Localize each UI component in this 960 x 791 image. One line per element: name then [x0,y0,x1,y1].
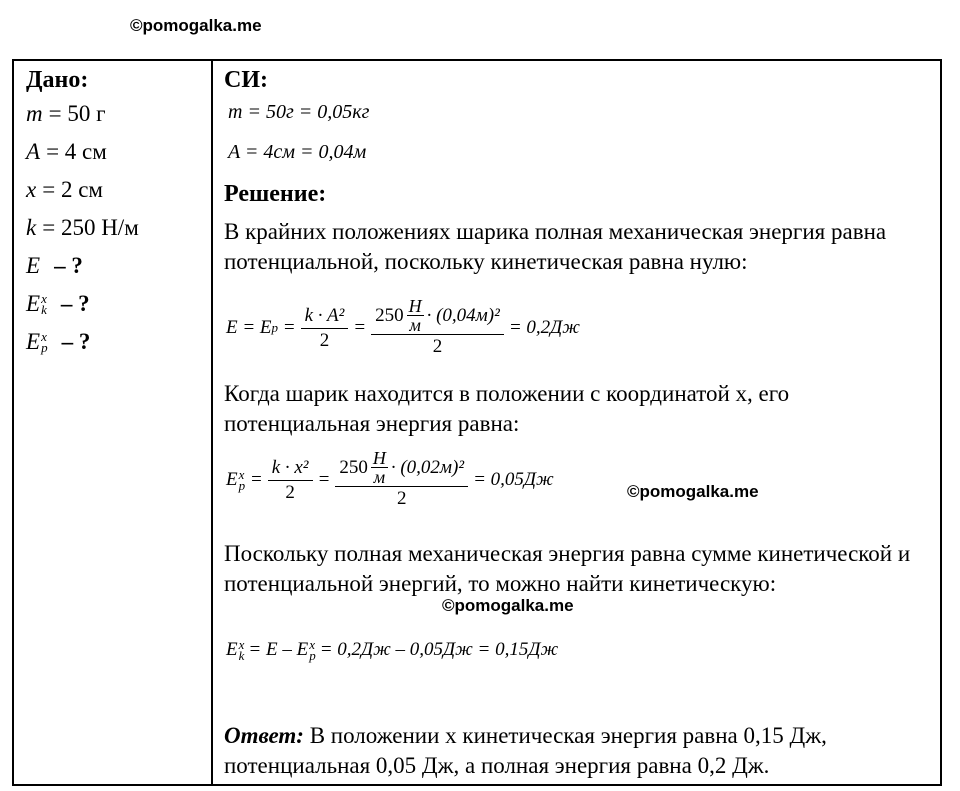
unknown-ep-mark: – ? [61,329,91,354]
f3-lhs-sup: x [238,637,245,652]
unknown-kinetic-energy [26,285,206,323]
given-stiffness-value: = 250 Н/м [42,215,139,240]
f2-lhs: E [226,469,238,490]
unknown-ep-sub: p [41,340,48,355]
unknown-ek-sub: k [41,302,47,317]
given-title: Дано: [26,67,89,93]
f1-frac-1 [301,304,349,353]
solution-title: Решение: [224,181,327,207]
unknown-total-energy [26,247,206,285]
f2-result: = 0,05Дж [473,469,554,490]
f2-unit-den: м [373,467,386,487]
given-coordinate-value: = 2 см [42,177,103,202]
f2-unit-frac [371,449,388,486]
answer-label: Ответ: [224,723,304,748]
watermark-middle: ©pomogalka.me [627,482,759,501]
solution-paragraph-2: Когда шарик находится в положении с координатой х, его потенциальная энергия равна: [224,381,790,436]
given-amplitude [26,133,206,171]
formula-potential-energy: E x p = $\frac{\text{k · x²}}{2}$ = 250 $\frac{Н}{м}$ · (0,02м)² 2 = 0,05Дж [226,448,554,509]
unknown-ek-mark: – ? [60,291,90,316]
si-title: СИ: [224,67,268,93]
given-column [26,65,206,361]
f2-unit-num: Н [372,448,386,468]
solution-table [12,59,942,786]
f1-result: = 0,2Дж [508,317,580,338]
given-coordinate-symbol: x [26,177,37,202]
f3-mid-indices [309,639,316,661]
f3-mid-sub: p [309,648,316,663]
f2-frac-2-den: 2 [396,488,407,509]
f2-frac-1-num: k · x² [268,456,313,481]
f2-lhs-sup: x [238,467,245,482]
f1-lhs: E = E [226,317,272,338]
answer-text: В положении х кинетическая энергия равна 0,15 Дж, потенциальная 0,05 Дж, а полная энергия равна 0,2 Дж. [224,723,827,778]
unknown-e-symbol: E [26,253,41,278]
given-mass-value: = 50 г [48,101,106,126]
watermark-lower: ©pomogalka.me [442,596,574,615]
si-mass-conversion: m = 50г = 0,05кг [228,101,370,123]
f3-lhs: E [226,639,238,660]
given-coordinate [26,171,206,209]
f1-unit-num: Н [408,296,422,316]
column-divider [211,61,213,784]
f3-mid: = E – E [248,639,309,660]
formula-kinetic-energy [226,639,558,661]
f1-frac-2 [371,297,504,359]
f1-frac-2-num [371,297,504,335]
unknown-ep-indices [41,331,54,353]
f1-frac-2-den: 2 [432,336,443,357]
f2-frac-1-den: 2 [285,481,295,503]
f2-lhs-sub: p [238,478,246,493]
given-amplitude-value: = 4 см [46,139,107,164]
f1-stiffness-value: 250 [375,304,404,326]
f2-frac-2-num [335,449,468,487]
f2-frac-2 [335,449,468,511]
answer [224,721,934,781]
unknown-ek-sup: x [41,291,47,306]
f2-frac-1 [268,456,313,505]
unknown-ek-indices [41,293,53,315]
solution-paragraph-1: В крайних положениях шарика полная механическая энергия равна потенциальной, поскольку кинетическая равна нулю: [224,219,887,274]
f3-lhs-sub: k [238,648,245,663]
unknown-ep-symbol: E [26,329,41,354]
f1-lhs-sub: p [271,320,279,335]
watermark-top: ©pomogalka.me [130,16,262,35]
f3-rest: = 0,2Дж – 0,05Дж = 0,15Дж [319,639,559,660]
unknown-ek-symbol: E [26,291,41,316]
unknown-potential-energy [26,323,206,361]
f1-unit-frac [407,297,424,334]
f2-coordinate-term: · (0,02м)² [390,456,465,478]
unknown-ep-sup: x [41,329,47,344]
si-amplitude-conversion: A = 4см = 0,04м [228,141,367,163]
f3-lhs-indices [239,639,245,661]
unknown-e-mark: – ? [54,253,83,278]
given-mass [26,95,206,133]
given-amplitude-symbol: A [26,139,41,164]
f1-frac-1-den: 2 [319,329,330,351]
formula-total-energy: E = E p = $\frac{\text{k · A²}}{2}$ = 250 $\frac{Н}{м}$ · (0,04м)² 2 = 0,2Дж [226,296,580,357]
f1-amplitude-term: · (0,04м)² [426,304,500,326]
f1-unit-den: м [409,315,421,335]
solution-paragraph-3: Поскольку полная механическая энергия равна сумме кинетической и потенциальной энергий, то можно найти кинетическую: [224,541,911,596]
f3-mid-sup: x [309,637,315,652]
f2-stiffness-value: 250 [339,456,368,478]
given-stiffness [26,209,206,247]
given-mass-symbol: m [26,101,43,126]
f1-frac-1-num: k · A² [301,304,349,329]
given-stiffness-symbol: k [26,215,37,240]
